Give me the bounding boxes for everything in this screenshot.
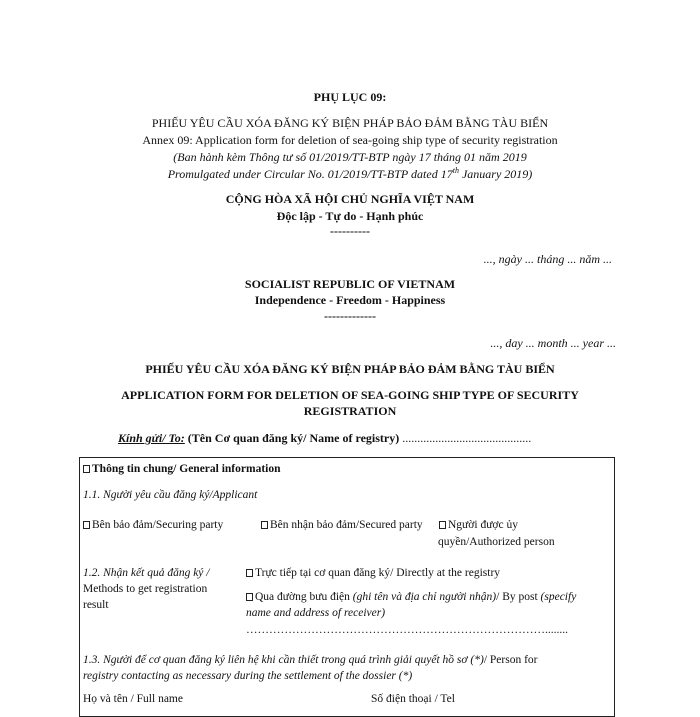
general-info-heading: Thông tin chung/ General information [83, 463, 281, 475]
general-info-box [79, 457, 615, 717]
applicant-option-authorized-cont: quyền/Authorized person [438, 536, 555, 548]
section-1-3-line1: 1.3. Người để cơ quan đăng ký liên hệ khi cần thiết trong quá trình giải quyết hồ sơ (*)/ Person for [83, 654, 538, 666]
section-1-3-line2: registry contacting as necessary during the settlement of the dossier (*) [83, 670, 413, 682]
applicant-option-secured[interactable]: Bên nhận bảo đảm/Secured party [261, 519, 423, 531]
date-line-en: ..., day ... month ... year ... [490, 336, 616, 350]
divider-en: ------------- [324, 309, 376, 323]
checkbox-icon[interactable] [246, 569, 253, 577]
addressee-line[interactable] [118, 431, 531, 446]
section-1-1-label: 1.1. Người yêu cầu đăng ký/Applicant [83, 489, 258, 501]
issued-note-vi: (Ban hành kèm Thông tư số 01/2019/TT-BTP ngày 17 tháng 01 năm 2019 [173, 150, 527, 164]
section-1-2-label-line1: 1.2. Nhận kết quả đăng ký / [83, 567, 210, 579]
motto-vi: Độc lập - Tự do - Hạnh phúc [276, 209, 424, 223]
annex-number: PHỤ LỤC 09: [313, 90, 387, 104]
applicant-option-securing[interactable]: Bên bảo đảm/Securing party [83, 519, 223, 531]
contact-name-label: Họ và tên / Full name [83, 693, 183, 705]
form-title-vi-header: PHIẾU YÊU CẦU XÓA ĐĂNG KÝ BIỆN PHÁP BẢO ĐẢM BẰNG TÀU BIỂN [151, 116, 549, 130]
result-option-post-cont: name and address of receiver) [246, 607, 386, 619]
checkbox-icon [83, 465, 90, 473]
form-title-en-line2: REGISTRATION [303, 404, 397, 418]
addressee-dots: ........................................... [399, 431, 532, 445]
result-option-direct[interactable]: Trực tiếp tại cơ quan đăng ký/ Directly at the registry [246, 567, 500, 579]
receiver-dots-field[interactable]: ……………………………………………………………………........ [246, 624, 568, 636]
addressee-label: Kính gửi/ To: [118, 431, 185, 445]
checkbox-icon[interactable] [83, 521, 90, 529]
contact-phone-label: Số điện thoại / Tel [371, 693, 455, 705]
motto-en: Independence - Freedom - Happiness [254, 293, 446, 307]
checkbox-icon[interactable] [439, 521, 446, 529]
annex-title-en: Annex 09: Application form for deletion of sea-going ship type of security registration [142, 133, 558, 147]
country-name-vi: CỘNG HÒA XÃ HỘI CHỦ NGHĨA VIỆT NAM [225, 192, 475, 206]
form-title-vi: PHIẾU YÊU CẦU XÓA ĐĂNG KÝ BIỆN PHÁP BẢO ĐẢM BẰNG TÀU BIỂN [145, 362, 555, 376]
country-name-en: SOCIALIST REPUBLIC OF VIETNAM [244, 277, 456, 291]
divider-vi: ---------- [330, 224, 370, 238]
applicant-option-authorized[interactable]: Người được ủy [439, 519, 518, 531]
addressee-value: (Tên Cơ quan đăng ký/ Name of registry) [184, 431, 400, 445]
date-line-vi: ..., ngày ... tháng ... năm ... [483, 252, 612, 266]
form-title-en-line1: APPLICATION FORM FOR DELETION OF SEA-GOING SHIP TYPE OF SECURITY [121, 388, 579, 402]
section-1-2-label-line2: Methods to get registration [83, 583, 208, 595]
issued-note-en: Promulgated under Circular No. 01/2019/TT-BTP dated 17th January 2019) [167, 166, 533, 181]
checkbox-icon[interactable] [261, 521, 268, 529]
checkbox-icon[interactable] [246, 593, 253, 601]
section-1-2-label-line3: result [83, 599, 109, 611]
result-option-post[interactable]: Qua đường bưu điện (ghi tên và địa chỉ người nhận)/ By post (specify [246, 591, 576, 603]
